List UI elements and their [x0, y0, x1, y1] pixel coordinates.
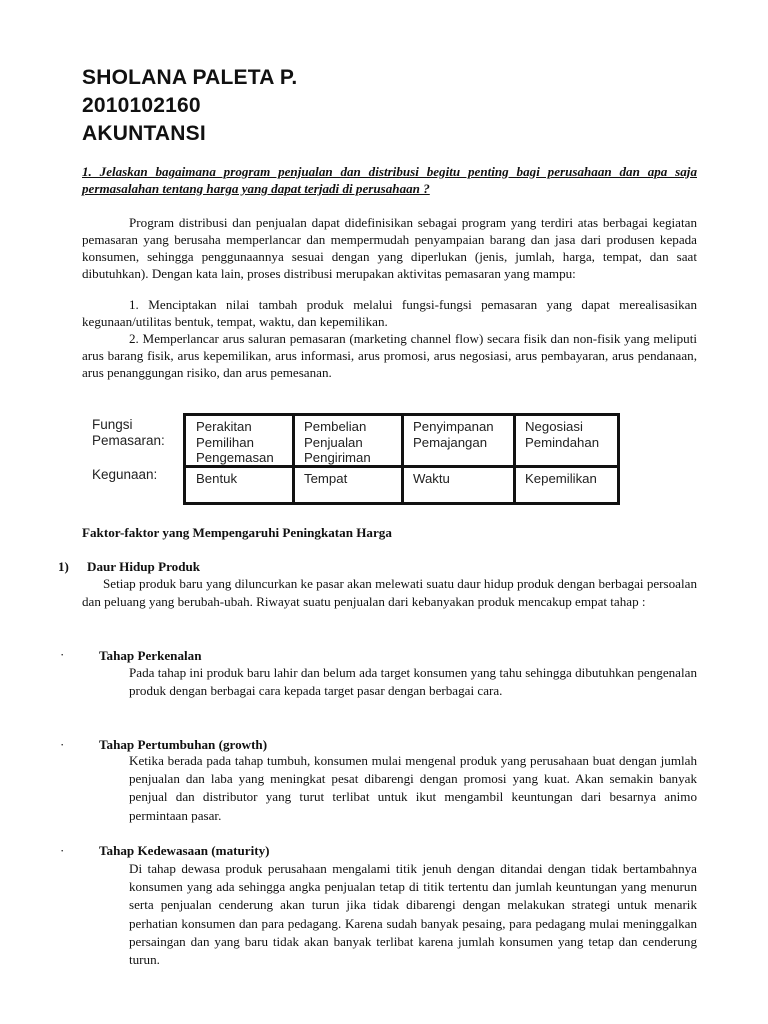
- marketing-function-table: [183, 413, 620, 505]
- fungsi-item: Pembelian: [304, 419, 367, 434]
- fungsi-item: Negosiasi: [525, 419, 583, 434]
- stage-text: Ketika berada pada tahap tumbuh, konsumen mulai mengenal produk yang perusahaan buat dengan jumlah penjualan dan laba yang meningkat pesat dibarengi dengan promosi yang kuat. Akan semakin banyak penjual dan distributor yang turut terlibat untuk ikut mengambil keuntungan dari besarnya animo permintaan pasar.: [129, 753, 697, 823]
- fungsi-item: Pengiriman: [304, 450, 371, 465]
- stage-title: Tahap Perkenalan: [99, 648, 202, 663]
- fungsi-cell: [294, 416, 401, 465]
- fungsi-cell: [515, 416, 617, 465]
- stage-title: Tahap Pertumbuhan (growth): [99, 737, 268, 752]
- fungsi-item: Penyimpanan: [413, 419, 494, 434]
- paragraph-point-2: 2. Memperlancar arus saluran pemasaran (marketing channel flow) secara fisik dan non-fisik yang meliputi arus barang fisik, arus kepemilikan, arus informasi, arus promosi, arus negosiasi, arus pembayaran, arus pendanaan, arus penanggungan risiko, dan arus pemesanan.: [82, 331, 697, 380]
- kegunaan-cell: Kepemilikan: [525, 471, 597, 486]
- stage-text: Pada tahap ini produk baru lahir dan belum ada target konsumen yang tahu sehingga dibutuhkan pengenalan produk dengan berbagai cara kepada target pasar dengan berbagai cara.: [129, 665, 697, 699]
- fungsi-item: Pemajangan: [413, 434, 488, 450]
- kegunaan-cell: Waktu: [413, 471, 450, 486]
- table-label-pemasaran: Pemasaran:: [92, 433, 165, 448]
- fungsi-item: Perakitan: [196, 419, 252, 434]
- author-header: [82, 64, 297, 148]
- fungsi-cell: [403, 416, 513, 465]
- section-intro: Setiap produk baru yang diluncurkan ke pasar akan melewati suatu daur hidup produk dengan berbagai persoalan dan peluang yang berubah-ubah. Riwayat suatu penjualan dari kebanyakan produk mencakup empat tahap :: [82, 576, 697, 609]
- question-heading: 1. Jelaskan bagaimana program penjualan dan distribusi begitu penting bagi perusahaan dan apa saja permasalahan tentang harga yang dapat terjadi di perusahaan ?: [82, 164, 697, 196]
- author-name: SHOLANA PALETA P.: [82, 66, 298, 89]
- bullet: ·: [60, 737, 65, 752]
- bullet: ·: [60, 843, 65, 858]
- stage-title: Tahap Kedewasaan (maturity): [99, 843, 270, 858]
- fungsi-cell: [186, 416, 292, 465]
- stage-text: Di tahap dewasa produk perusahaan mengalami titik jenuh dengan ditandai dengan tidak bertambahnya konsumen yang ada sehingga angka penjualan tetap di titik tertentu dan jumlah keuntungan yang menurun serta penjualan cenderung akan turun jika tidak dibarengi dengan melakukan strategi untuk menarik perhatian konsumen dan para pedagang. Karena sudah banyak pesaing, para pedagang mulai meninggalkan persaingan dan yang baru tidak akan banyak terlibat karena jumlah konsumen yang tetap dan cenderung turun.: [129, 861, 697, 968]
- fungsi-item: Pemindahan: [525, 434, 600, 450]
- section-number: 1): [58, 559, 69, 574]
- faktor-heading: Faktor-faktor yang Mempengaruhi Peningkatan Harga: [82, 525, 392, 540]
- fungsi-item: Pengemasan: [196, 450, 274, 465]
- kegunaan-cell: Bentuk: [196, 471, 238, 486]
- paragraph-intro: Program distribusi dan penjualan dapat didefinisikan sebagai program yang terdiri atas berbagai kegiatan pemasaran yang berusaha memperlancar dan mempermudah penyampaian barang dan jasa dari produsen kepada konsumen, sehingga penggunaannya sesuai dengan yang diperlukan (jenis, jumlah, harga, tempat, dan saat dibutuhkan). Dengan kata lain, proses distribusi merupakan aktivitas pemasaran yang mampu:: [82, 215, 697, 281]
- major: AKUNTANSI: [82, 122, 206, 145]
- fungsi-item: Penjualan: [304, 434, 363, 450]
- fungsi-item: Pemilihan: [196, 434, 254, 450]
- student-id: 2010102160: [82, 94, 201, 117]
- paragraph-point-1: 1. Menciptakan nilai tambah produk melalui fungsi-fungsi pemasaran yang dapat merealisasikan kegunaan/utilitas bentuk, tempat, waktu, dan kepemilikan.: [82, 297, 697, 329]
- kegunaan-cell: Tempat: [304, 471, 348, 486]
- table-label-kegunaan: Kegunaan:: [92, 467, 158, 482]
- table-label-fungsi: Fungsi: [92, 417, 133, 432]
- bullet: ·: [60, 647, 65, 662]
- section-title: Daur Hidup Produk: [87, 559, 201, 574]
